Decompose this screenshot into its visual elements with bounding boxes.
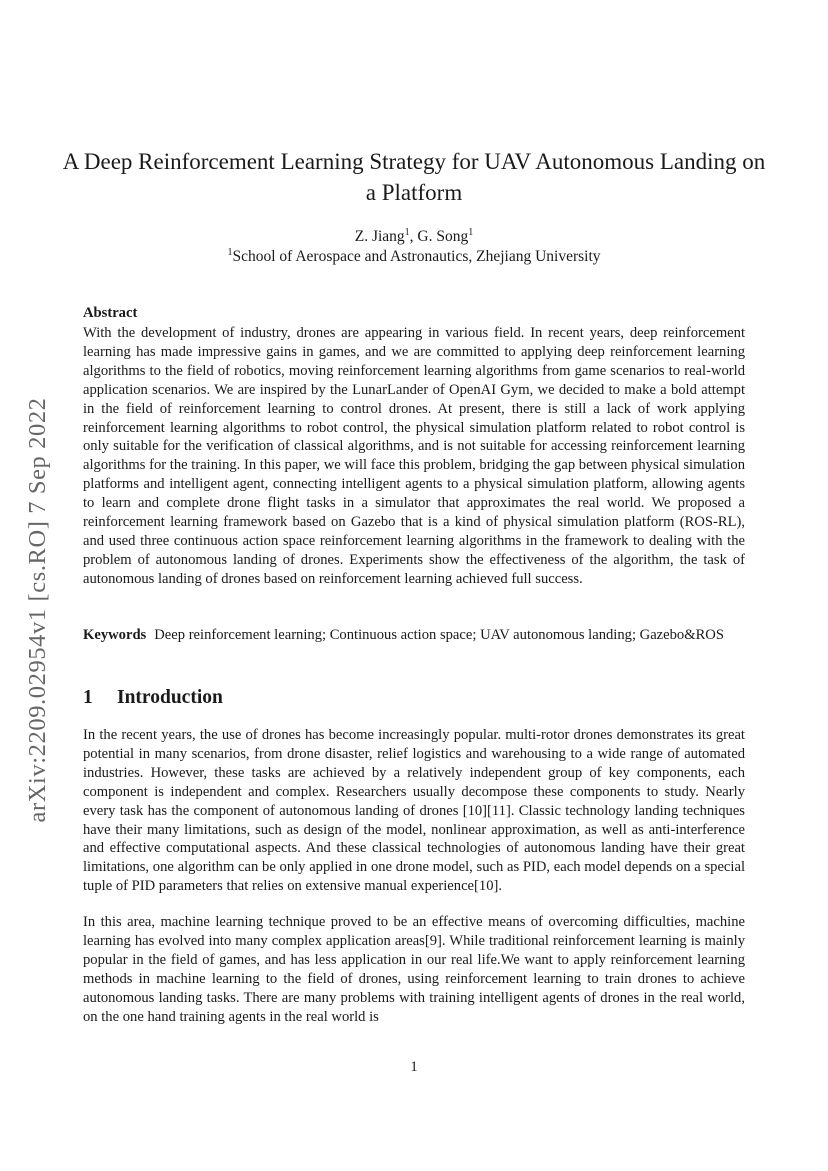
affiliation-marker: 1 (404, 227, 410, 238)
author-separator: , (409, 228, 418, 245)
paper-title: A Deep Reinforcement Learning Strategy for UAV Autonomous Landing on a Platform (62, 149, 766, 205)
arxiv-id-text: arXiv:2209.02954v1 [cs.RO] 7 Sep 2022 (24, 397, 51, 823)
abstract-heading: Abstract (83, 305, 138, 321)
affiliation-marker: 1 (468, 227, 474, 238)
keywords-label: Keywords (83, 627, 147, 643)
author-line (60, 227, 768, 247)
section-title: Introduction (117, 687, 223, 708)
keywords-text: Deep reinforcement learning; Continuous action space; UAV autonomous landing; Gazebo&ROS (154, 627, 724, 643)
affiliation-text: School of Aerospace and Astronautics, Zhejiang University (232, 248, 601, 265)
arxiv-sidebar-identifier (18, 370, 58, 850)
abstract-text: With the development of industry, drones are appearing in various field. In recent years, deep reinforcement learning has made impressive gains in games, and we are committed to applying deep reinforcement learning algorithms to the field of robotics, moving reinforcement learning algorithms from game scenarios to real-world application scenarios. We are inspired by the LunarLander of OpenAI Gym, we decided to make a bold attempt in the field of reinforcement learning to control drones. At present, there is still a lack of work applying reinforcement learning algorithms to robot control, the physical simulation platform related to robot control is only suitable for the verification of classical algorithms, and is not suitable for accessing reinforcement learning algorithms for the training. In this paper, we will face this problem, bridging the gap between physical simulation platforms and intelligent agent, connecting intelligent agents to a physical simulation platform, allowing agents to learn and complete drone flight tasks in a simulator that approximates the real world. We proposed a reinforcement learning framework based on Gazebo that is a kind of physical simulation platform (ROS-RL), and used three continuous action space reinforcement learning algorithms in the framework to dealing with the problem of autonomous landing of drones. Experiments show the effectiveness of the algorithm, the task of autonomous landing of drones based on reinforcement learning achieved full success. (83, 325, 745, 587)
page-number: 1 (410, 1059, 418, 1075)
section-heading-introduction (83, 687, 223, 709)
section-number: 1 (83, 687, 93, 708)
affiliation-line (60, 247, 768, 267)
author-name: G. Song (417, 228, 469, 245)
intro-paragraph: In the recent years, the use of drones has become increasingly popular. multi-rotor drones demonstrates its great potential in many scenarios, from drone disaster, relief logistics and warehousing to a wide range of automated industries. However, these tasks are achieved by a relatively independent group of key components, each component is independent and complex. Researchers usually decompose these components to study. Nearly every task has the component of autonomous landing of drones [10][11]. Classic technology landing techniques have their many limitations, such as design of the model, nonlinear approximation, as well as anti-interference and effective computational aspects. And these classical technologies of autonomous landing have their great limitations, one algorithm can be only applied in one drone model, such as PID, each model depends on a special tuple of PID parameters that relies on extensive manual experience[10]. (83, 727, 745, 895)
keywords-block (83, 626, 745, 645)
affiliation-marker: 1 (227, 247, 233, 258)
intro-paragraph: In this area, machine learning technique proved to be an effective means of overcoming difficulties, machine learning has evolved into many complex application areas[9]. While traditional reinforcement learning is mainly popular in the field of games, and has less application in our real life.We want to apply reinforcement learning methods in machine learning to the field of drones, using reinforcement learning to train drones to achieve autonomous landing tasks. There are many problems with training intelligent agents of drones in the real world, on the one hand training agents in the real world is (83, 914, 745, 1025)
author-name: Z. Jiang (354, 228, 405, 245)
